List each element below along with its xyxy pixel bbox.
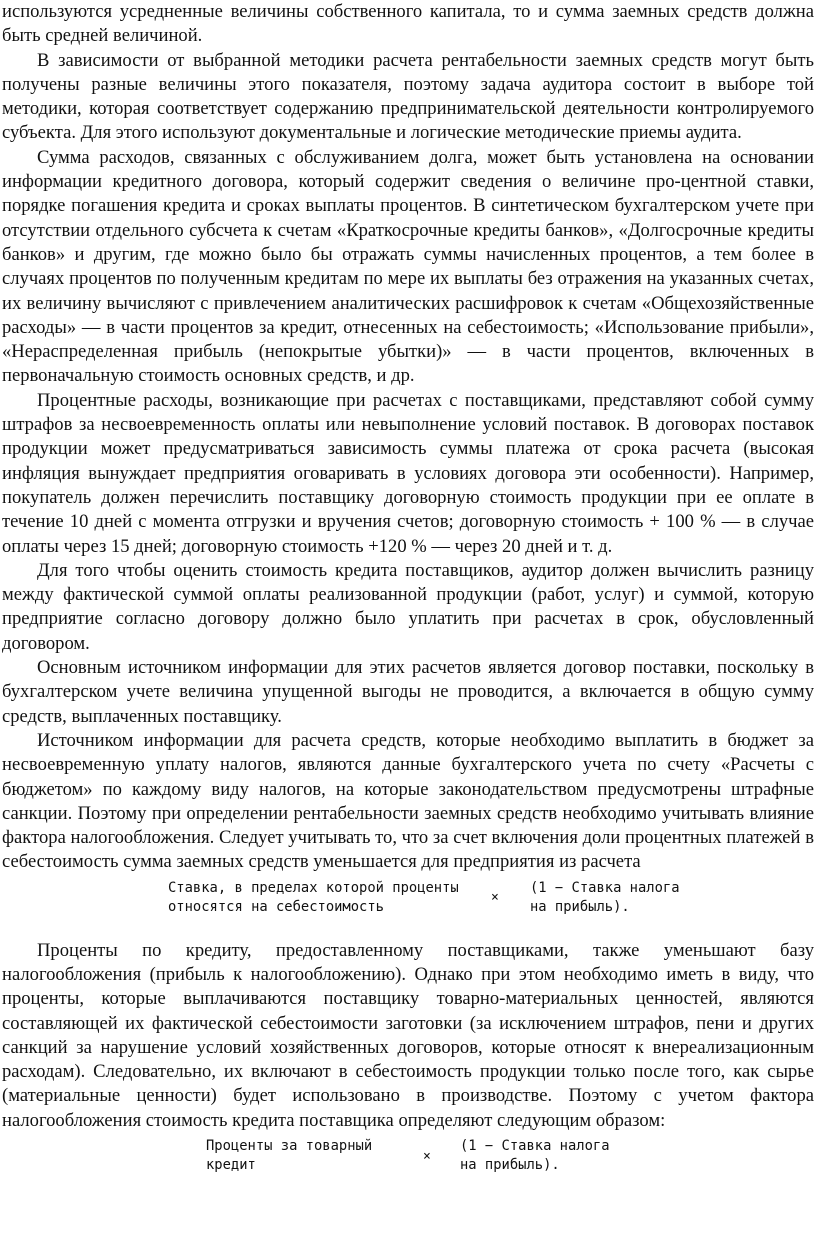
paragraph-information-source: Основным источником информации для этих расчетов является договор поставки, поскольку в бухгалтерском учете величина упущенной выгоды не проводится, а включается в общую сумму средств, выплаченных поставщику.: [2, 657, 814, 727]
formula-left-term: Проценты за товарный кредит: [206, 1138, 373, 1174]
formula-right-term: (1 − Ставка налога на прибыль).: [530, 879, 680, 915]
paragraph-debt-service-costs: Сумма расходов, связанных с обслуживанием долга, может быть установлена на основании информации кредитного договора, который содержит сведения о величине про-центной ставки, порядке погашения кредита и сроках выплаты процентов. В синтетическом бухгалтерском учете при отсутствии отдельного субсчета к счетам «Краткосрочные кредиты банков», «Долгосрочные кредиты банков» и другим, где можно было бы отражать суммы начисленных процентов, а тем более в случаях процентов по полученным кредитам по мере их выплаты без отражения на указанных счетах, их величину вычисляют с привлечением аналитических расшифровок к счетам «Общехозяйственные расходы» — в части процентов за кредит, отнесенных на себестоимость; «Использование прибыли», «Нераспределенная прибыль (непокрытые убытки)» — в части процентов, включенных в первоначальную стоимость основных средств, и др.: [2, 146, 814, 387]
multiply-operator: ×: [423, 1149, 431, 1165]
formula-interest-rate-tax: [2, 879, 814, 923]
formula-left-term: Ставка, в пределах которой проценты относятся на себестоимость: [168, 879, 459, 915]
multiply-operator: ×: [491, 889, 499, 905]
formula-trade-credit-tax: [2, 1137, 814, 1181]
paragraph-methodology: В зависимости от выбранной методики расчета рентабельности заемных средств могут быть получены разные величины этого показателя, поэтому задача аудитора состоит в выборе той методики, которая соответствует содержанию предпринимательской деятельности контролируемого субъекта. Для этого используют документальные и логические методические приемы аудита.: [2, 49, 814, 144]
formula-right-term: (1 − Ставка налога на прибыль).: [460, 1138, 610, 1174]
paragraph-supplier-credit-cost: Для того чтобы оценить стоимость кредита поставщиков, аудитор должен вычислить разницу между фактической суммой оплаты реализованной продукции (работ, услуг) и суммой, которую предприятие согласно договору должно было уплатить при расчетах в срок, обусловленный договором.: [2, 559, 814, 654]
paragraph-continued: используются усредненные величины собственного капитала, то и сумма заемных средств должна быть средней величиной.: [2, 1, 814, 47]
paragraph-tax-penalties: Источником информации для расчета средств, которые необходимо выплатить в бюджет за несвоевременную уплату налогов, являются данные бухгалтерского учета по счету «Расчеты с бюджетом» по каждому виду налогов, на которые законодательством предусмотрены штрафные санкции. Поэтому при определении рентабельности заемных средств необходимо учитывать влияние фактора налогообложения. Следует учитывать то, что за счет включения доли процентных платежей в себестоимость сумма заемных средств уменьшается для предприятия из расчета: [2, 729, 814, 873]
paragraph-supplier-interest: Процентные расходы, возникающие при расчетах с поставщиками, представляют собой сумму штрафов за несвоевременность оплаты или невыполнение условий поставок. В договорах поставок продукции может предусматриваться зависимость суммы платежа от срока расчета (высокая инфляция вынуждает предприятия оговаривать в условиях договора эти особенности). Например, покупатель должен перечислить поставщику договорную стоимость продукции при ее оплате в течение 10 дней с момента отгрузки и вручения счетов; договорную стоимость + 100 % — в случае оплаты через 15 дней; договорную стоимость +120 % — через 20 дней и т. д.: [2, 389, 814, 557]
paragraph-supplier-credit-tax-base: Проценты по кредиту, предоставленному поставщиками, также уменьшают базу налогообложения (прибыль к налогообложению). Однако при этом необходимо иметь в виду, что проценты, которые выплачиваются поставщику товарно-материальных ценностей, являются составляющей их фактической себестоимости заготовки (за исключением штрафов, пени и других санкций за нарушение условий хозяйственных договоров, которые относят к внереализационным расходам). Следовательно, их включают в себестоимость продукции только после того, как сырье (материальные ценности) будет использовано в производстве. Поэтому с учетом фактора налогообложения стоимость кредита поставщика определяют следующим образом:: [2, 939, 814, 1131]
